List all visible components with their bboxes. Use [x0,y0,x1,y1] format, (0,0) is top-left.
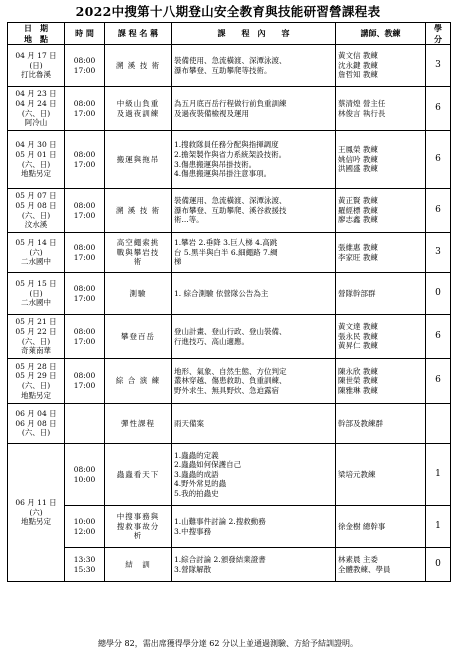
cell-line: (六) [29,507,43,517]
table-row [8,45,451,87]
cell-line: 05 月 15 日 [15,279,57,289]
instructor-cell [336,359,426,404]
cell-line: (六、日) [21,381,51,390]
cell-line: 5.我的拍蟲史 [174,488,219,498]
cell-line: 1.搜救隊員任務分配與指揮調度 [174,140,279,150]
cell-line: 黃正賢 教練 [338,196,378,206]
cell-line: (六、日) [21,428,51,438]
cell-line: 06 月 04 日 [15,409,57,419]
footer-note: 總學分 82，需出席獲得學分達 62 分以上並通過測驗、方給予結訓證明。 [98,639,358,648]
time-cell [65,506,105,548]
course-name-cell [105,87,172,131]
hours-cell: 6 [426,189,451,233]
cell-line: (六、日) [21,159,51,169]
cell-line: 搜救事故分 [116,521,160,531]
cell-line: 08:00 [73,200,96,210]
time-cell [65,444,105,506]
content-cell [172,45,336,87]
cell-line: 為五月底百岳行程做行前負重訓練 [174,98,287,108]
cell-line: 13:30 [73,554,96,564]
date-place-cell [8,359,65,404]
cell-line: 4.野外常見的蟲 [174,479,227,489]
table-row [8,189,451,233]
cell-line: 結 訓 [125,559,151,569]
time-cell [65,87,105,131]
cell-line: 17:00 [73,381,96,390]
hours-cell: 0 [426,548,451,582]
cell-line: 17:00 [73,293,96,303]
cell-line: 術...等。 [174,215,204,225]
course-name-cell [105,359,172,404]
cell-line: 05 月 07 日 [15,191,57,201]
time-cell [65,131,105,189]
cell-line: 陳世榮 教練 [338,376,378,386]
date-place-cell [8,444,65,582]
cell-line: 地點另定 [21,390,51,400]
table-row [8,87,451,131]
content-cell [172,315,336,359]
cell-line: 高空繩索挑 [116,238,160,248]
cell-line: 營隊幹部群 [338,288,376,298]
course-name-cell [105,273,172,315]
date-place-cell [8,273,65,315]
cell-line: 沈永鍵 教練 [338,60,378,70]
header-row [8,23,451,45]
cell-line: 黃文達 教練 [338,322,378,332]
cell-line: 08:00 [73,464,96,474]
cell-line: 蔡清煌 營主任 [338,98,386,108]
table-row [8,506,451,548]
table-row [8,315,451,359]
cell-line: 蟲蟲看天下 [116,469,160,479]
cell-line: 1.蟲蟲的定義 [174,450,219,460]
cell-line: 術 [133,257,143,267]
cell-line: 05 月 29 日 [15,371,57,381]
cell-line: 10:00 [73,516,96,526]
cell-line: 測驗 [129,288,147,298]
content-cell [172,189,336,233]
hours-cell: 6 [426,87,451,131]
time-cell [65,359,105,404]
cell-line: 梯 [174,257,182,267]
cell-line: 徐金樹 總幹事 [338,521,386,531]
schedule-table [7,22,451,582]
time-cell [65,273,105,315]
instructor-cell [336,315,426,359]
hours-cell [426,404,451,444]
cell-line: 地點另定 [21,517,51,527]
cell-line: 詹哲知 教練 [338,70,378,80]
table-row [8,444,451,506]
cell-line: 溯 溪 技 術 [115,60,161,70]
course-name-cell [105,444,172,506]
time-cell [65,189,105,233]
date-place-cell [8,45,65,87]
content-cell [172,131,336,189]
cell-line: 地形、氣象、自然生態、方位判定 [174,366,287,376]
cell-line: 06 月 11 日 [15,498,57,508]
instructor-cell [336,233,426,273]
cell-line: 08:00 [73,242,96,252]
cell-line: 張永民 教練 [338,331,378,341]
cell-line: 12:00 [73,526,96,536]
cell-line: 全體教練、學員 [338,564,391,574]
cell-line: 05 月 22 日 [15,326,57,336]
cell-line: 地點另定 [21,169,51,179]
cell-line: 08:00 [73,55,96,65]
instructor-cell [336,45,426,87]
time-cell [65,404,105,444]
cell-line: 打比魯溪 [21,70,51,80]
time-cell [65,233,105,273]
hours-cell: 0 [426,273,451,315]
cell-line: 06 月 08 日 [15,418,57,428]
date-place-cell [8,87,65,131]
cell-line: 04 月 23 日 [15,89,57,99]
table-row [8,404,451,444]
cell-line: 瀑布攀登、互助攀爬、溪谷救援技 [174,205,287,215]
cell-line: 05 月 14 日 [15,238,57,248]
cell-line: 裝備運用、急流橫渡、深潭泳渡、 [174,196,287,206]
header-time: 時 間 [65,23,105,45]
cell-line: 1.攀岩 2.垂降 3.巨人梯 4.高跳 [174,238,278,248]
time-cell [65,548,105,582]
date-place-cell [8,315,65,359]
cell-line: 3.中搜事務 [174,526,212,536]
cell-line: 3.營隊解散 [174,564,212,574]
cell-line: 17:00 [73,159,96,169]
cell-line: 林素晨 主委 [338,554,378,564]
header-course: 課 程 名 稱 [105,23,172,45]
cell-line: 黃文信 教練 [338,51,378,61]
course-name-cell [105,548,172,582]
cell-line: 08:00 [73,283,96,293]
cell-line: 李家旺 教練 [338,252,378,262]
table-row [8,233,451,273]
cell-line: 雨天備案 [174,418,204,428]
instructor-cell [336,273,426,315]
cell-line: 17:00 [73,65,96,75]
cell-line: 10:00 [73,474,96,484]
cell-line: 陳永欣 教練 [338,366,378,376]
cell-line: 溯 溪 技 術 [115,205,161,215]
cell-line: 行進技巧、高山適應。 [174,336,249,346]
instructor-cell [336,548,426,582]
content-cell [172,506,336,548]
date-place-cell [8,233,65,273]
cell-line: 梁培元教練 [338,469,376,479]
cell-line: 4.傷患搬運與吊掛注意事項。 [174,169,272,179]
cell-line: 張維惠 教練 [338,242,378,252]
cell-line: 奇萊南華 [21,346,51,356]
cell-line: 叢林穿越、傷患救助、負重訓練、 [174,376,287,386]
page-title: 2022中搜第十八期登山安全教育與技能研習營課程表 [75,4,381,19]
cell-line: 析 [133,531,143,541]
cell-line: 3.蟲蟲的成語 [174,469,219,479]
cell-line: 中搜事務與 [116,512,160,522]
cell-line: 王鳳榮 教練 [338,145,378,155]
table-row [8,131,451,189]
content-cell [172,273,336,315]
header-instructor: 講師、教練 [336,23,426,45]
content-cell [172,87,336,131]
cell-line: 2.擔架製作與省力系統架設技術。 [174,149,287,159]
cell-line: 裝備使用、急流橫渡、深潭泳渡、 [174,55,287,65]
cell-line: 1.綜合討論 2.頒發結業證書 [174,554,266,564]
content-cell [172,548,336,582]
cell-line: 05 月 21 日 [15,317,57,327]
course-name-cell [105,131,172,189]
hours-cell: 6 [426,315,451,359]
cell-line: 04 月 30 日 [15,140,57,150]
cell-line: 2.蟲蟲如何保護自己 [174,460,242,470]
cell-line: 登山計畫、登山行政、登山裝備、 [174,326,287,336]
course-name-cell [105,189,172,233]
cell-line: 及過夜訓練 [116,108,160,118]
cell-line: 陳雅琳 教練 [338,385,378,395]
cell-line: 1. 綜合測驗 依營隊公告為主 [174,288,269,298]
table-row [8,359,451,404]
cell-line: 林俊言 執行長 [338,108,386,118]
cell-line: 05 月 01 日 [15,149,57,159]
header-hours: 學 分 [426,23,451,45]
cell-line: 黃昇仁 教練 [338,341,378,351]
cell-line: 搬運與拖吊 [116,154,160,164]
hours-cell: 1 [426,444,451,506]
cell-line: 15:30 [73,564,96,574]
content-cell [172,359,336,404]
cell-line: 洪國盛 教練 [338,164,378,174]
cell-line: 中級山負重 [116,98,160,108]
header-date-place: 日 期 地 點 [8,23,65,45]
course-name-cell [105,45,172,87]
cell-line: 幹部及教練群 [338,418,383,428]
instructor-cell [336,131,426,189]
cell-line: 戰與攀岩技 [116,247,160,257]
content-cell [172,444,336,506]
cell-line: (日) [29,60,43,70]
date-place-cell [8,189,65,233]
hours-cell: 6 [426,131,451,189]
cell-line: 3.傷患搬運與吊掛技術。 [174,159,257,169]
cell-line: 17:00 [73,108,96,118]
cell-line: 廖志鑫 教練 [338,215,378,225]
cell-line: 汶水溪 [24,220,48,230]
course-name-cell [105,233,172,273]
instructor-cell [336,506,426,548]
cell-line: 04 月 24 日 [15,98,57,108]
course-name-cell [105,315,172,359]
cell-line: 08:00 [73,149,96,159]
cell-line: 及過夜裝備檢視及運用 [174,108,249,118]
hours-cell: 6 [426,359,451,404]
cell-line: 二水國中 [21,298,51,308]
cell-line: 攀登百岳 [121,331,155,341]
table-row [8,273,451,315]
hours-cell: 3 [426,45,451,87]
cell-line: 08:00 [73,326,96,336]
date-place-cell [8,131,65,189]
cell-line: (六、日) [21,210,51,220]
cell-line: 05 月 28 日 [15,361,57,371]
instructor-cell [336,87,426,131]
cell-line: 野外求生、無具野炊、急迫露宿 [174,385,279,395]
cell-line: (日) [29,288,43,298]
time-cell [65,315,105,359]
header-content: 課 程 內 容 [172,23,336,45]
cell-line: 台 5.黑半與白半 6.細繩路 7.綢 [174,247,278,257]
cell-line: 04 月 17 日 [15,51,57,61]
table-row [8,548,451,582]
cell-line: (六、日) [21,336,51,346]
cell-line: 綜 合 演 練 [115,376,161,386]
cell-line: 姚信吟 教練 [338,154,378,164]
hours-cell: 3 [426,233,451,273]
cell-line: 05 月 08 日 [15,200,57,210]
instructor-cell [336,189,426,233]
date-place-cell [8,404,65,444]
cell-line: 08:00 [73,371,96,381]
cell-line: 阿冷山 [24,118,48,128]
cell-line: 彈性課程 [121,418,155,428]
cell-line: 1.山難事件討論 2.搜救動務 [174,516,266,526]
time-cell [65,45,105,87]
cell-line: 二水國中 [21,257,51,267]
cell-line: 羅經標 教練 [338,205,378,215]
content-cell [172,233,336,273]
cell-line: 17:00 [73,210,96,220]
cell-line: 17:00 [73,336,96,346]
content-cell [172,404,336,444]
cell-line: (六、日) [21,108,51,118]
cell-line: 瀑布攀登、互助攀爬等技術。 [174,65,272,75]
course-name-cell [105,404,172,444]
cell-line: (六) [29,247,43,257]
instructor-cell [336,404,426,444]
hours-cell: 1 [426,506,451,548]
cell-line: 08:00 [73,98,96,108]
cell-line: 17:00 [73,252,96,262]
course-name-cell [105,506,172,548]
instructor-cell [336,444,426,506]
